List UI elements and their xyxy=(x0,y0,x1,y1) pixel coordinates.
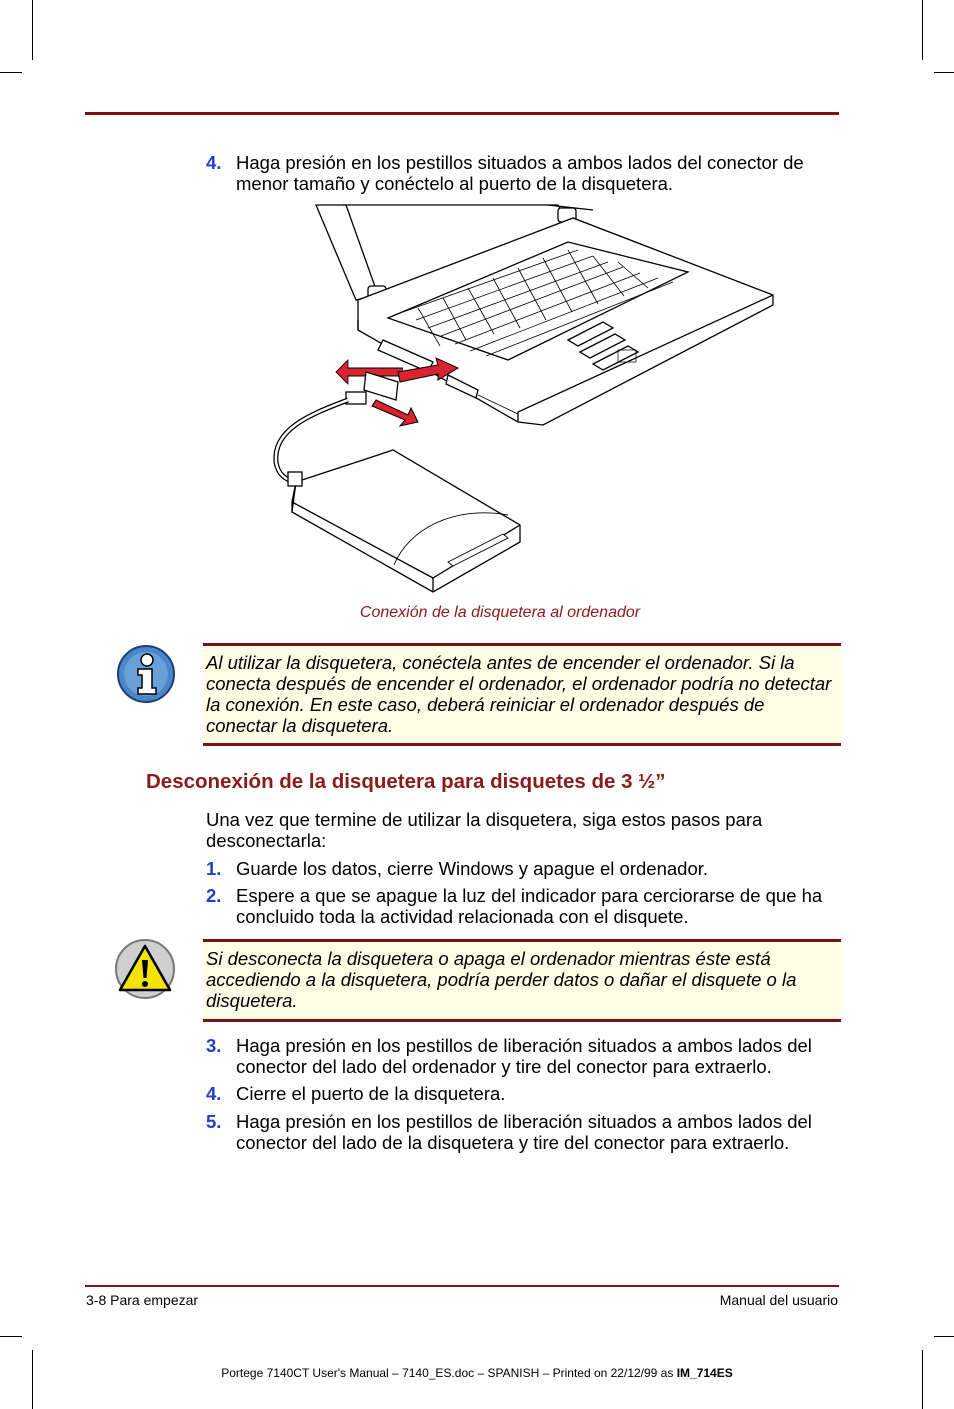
step-text: Espere a que se apague la luz del indicador para cerciorarse de que ha concluido toda la actividad relacionada con el disquete. xyxy=(236,885,823,927)
warning-note xyxy=(203,939,841,1022)
header-rule xyxy=(85,112,839,115)
info-icon xyxy=(116,644,176,704)
section-intro: Una vez que termine de utilizar la disquetera, siga estos pasos para desconectarla: xyxy=(206,809,763,851)
footer-rule xyxy=(85,1285,839,1287)
step-number: 5. xyxy=(206,1111,222,1132)
print-info xyxy=(0,1366,954,1380)
step-number: 4. xyxy=(206,1083,222,1104)
crop-mark xyxy=(0,72,22,73)
crop-mark xyxy=(934,72,954,73)
print-info-code: IM_714ES xyxy=(676,1366,733,1380)
step-text: Guarde los datos, cierre Windows y apague el ordenador. xyxy=(236,858,709,879)
info-note-text: Al utilizar la disquetera, conéctela antes de encender el ordenador. Si la conecta después de encender el ordenador, el ordenador podría no detectar la conexión. En este caso, deberá reiniciar el ordenador después de conectar la disquetera. xyxy=(206,652,832,736)
laptop-floppy-illustration xyxy=(268,200,778,598)
footer-right: Manual del usuario xyxy=(719,1292,838,1308)
step-number: 1. xyxy=(206,858,222,879)
step-text: Haga presión en los pestillos de liberación situados a ambos lados del conector del lado de la disquetera y tire del conector para extraerlo. xyxy=(236,1111,812,1153)
crop-mark xyxy=(0,1336,22,1337)
step-number: 4. xyxy=(206,152,222,173)
crop-mark xyxy=(934,1336,954,1337)
section-heading: Desconexión de la disquetera para disquetes de 3 ½” xyxy=(146,770,666,793)
crop-mark xyxy=(32,0,33,60)
warning-note-text: Si desconecta la disquetera o apaga el ordenador mientras éste está accediendo a la disquetera, podría perder datos o dañar el disquete o la disquetera. xyxy=(206,948,797,1011)
footer-left: 3-8 Para empezar xyxy=(86,1292,199,1308)
step-number: 2. xyxy=(206,885,222,906)
info-note xyxy=(203,643,841,746)
step-text: Haga presión en los pestillos situados a ambos lados del conector de menor tamaño y conéctelo al puerto de la disquetera. xyxy=(236,152,804,194)
print-info-text: Portege 7140CT User's Manual – 7140_ES.doc – SPANISH – Printed on 22/12/99 as xyxy=(221,1366,677,1380)
crop-mark xyxy=(922,0,923,60)
figure-caption: Conexión de la disquetera al ordenador xyxy=(359,604,641,621)
step-number: 3. xyxy=(206,1035,222,1056)
step-text: Cierre el puerto de la disquetera. xyxy=(236,1083,506,1104)
step-text: Haga presión en los pestillos de liberación situados a ambos lados del conector del lado del ordenador y tire del conector para extraerlo. xyxy=(236,1035,812,1077)
warning-icon xyxy=(114,938,176,1000)
